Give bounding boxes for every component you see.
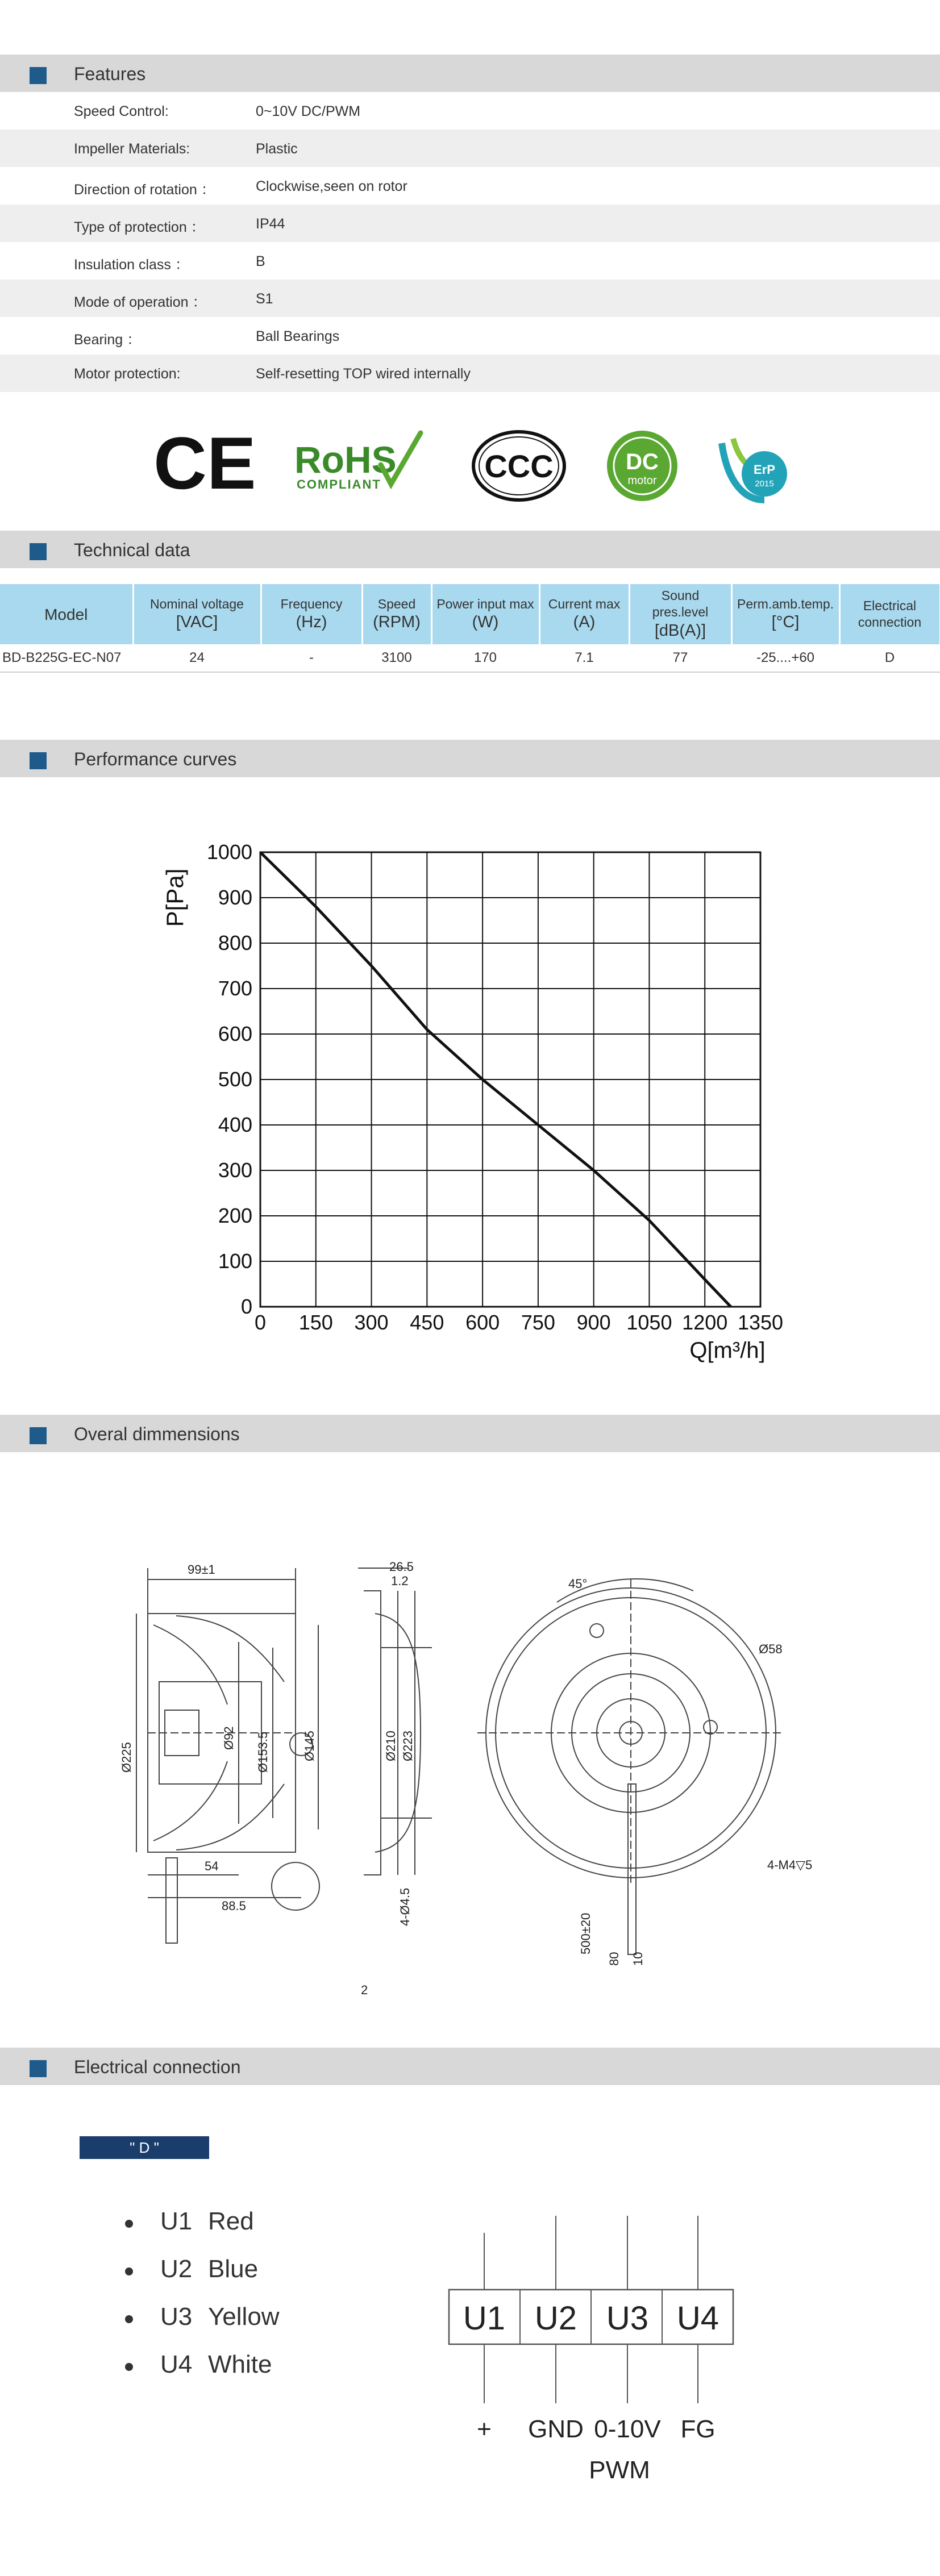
feature-label: Mode of operation ：	[74, 294, 207, 310]
table-header-cell: Electrical connection	[839, 584, 940, 644]
chart-grid	[260, 852, 760, 1307]
feature-row	[0, 167, 940, 205]
bullet-icon	[125, 2363, 133, 2371]
chart-y-tick-label: 800	[218, 931, 252, 954]
table-header-row	[0, 584, 940, 644]
table-row	[0, 644, 940, 672]
dimension-label: 45°	[568, 1577, 588, 1591]
chart-y-tick-label: 1000	[206, 840, 252, 864]
chart-y-tick-label: 200	[218, 1204, 252, 1227]
table-header-cell: Sound pres.level [dB(A)]	[629, 584, 731, 644]
dimension-label: 4-M4▽5	[767, 1858, 813, 1872]
wire-color: Yellow	[208, 2303, 280, 2331]
terminal-diagram	[443, 2216, 750, 2500]
terminal-label: U4	[676, 2300, 719, 2337]
signal-label: GND	[528, 2415, 584, 2443]
wire-code: U1	[160, 2207, 193, 2235]
dimension-label: Ø92	[222, 1726, 236, 1750]
dimension-label: 54	[205, 1859, 219, 1873]
rohs-logo-text: RoHS	[294, 439, 397, 481]
feature-row	[0, 130, 940, 167]
feature-label: Insulation class ：	[74, 257, 189, 273]
feature-row	[0, 355, 940, 392]
dimension-label: 500±20	[579, 1912, 593, 1954]
feature-value: S1	[256, 291, 273, 307]
chart-y-tick-label: 900	[218, 886, 252, 909]
table-cell: -	[261, 644, 362, 672]
chart-ticks	[207, 840, 783, 1334]
ccc-logo-icon	[473, 432, 564, 500]
chart-x-tick-label: 300	[354, 1311, 389, 1334]
signal-label: FG	[680, 2415, 716, 2443]
feature-row	[0, 242, 940, 280]
feature-value: IP44	[256, 216, 285, 232]
front-view-drawing	[477, 1579, 784, 1954]
section-title: Technical data	[74, 540, 190, 560]
section-title: Overal dimmensions	[74, 1424, 240, 1444]
table-cell: 3100	[362, 644, 431, 672]
feature-label: Impeller Materials:	[74, 141, 190, 157]
feature-row	[0, 205, 940, 242]
dimension-label: Ø153.5	[256, 1731, 270, 1773]
bullet-icon	[125, 2220, 133, 2228]
side-view-drawing	[136, 1568, 319, 1943]
technical-data-table	[0, 584, 940, 673]
ring-side-drawing	[358, 1568, 432, 1875]
wire-code: U3	[160, 2303, 193, 2331]
table-cell: 170	[431, 644, 539, 672]
feature-value: B	[256, 253, 265, 269]
ce-logo-text: CE	[153, 422, 256, 505]
rohs-logo-subtext: COMPLIANT	[297, 477, 381, 491]
dimension-label: 88.5	[222, 1899, 246, 1913]
chart-y-tick-label: 600	[218, 1022, 252, 1045]
feature-label: Direction of rotation ：	[74, 182, 215, 198]
chart-x-tick-label: 1050	[626, 1311, 672, 1334]
ccc-logo-text: CCC	[484, 448, 554, 484]
section-square-icon	[30, 543, 47, 560]
section-technical	[0, 531, 940, 568]
chart-x-tick-label: 450	[410, 1311, 444, 1334]
chart-ylabel: P[Pa]	[161, 868, 188, 927]
table-cell: 77	[629, 644, 731, 672]
table-header-cell: Frequency (Hz)	[261, 584, 362, 644]
wire-color: Red	[208, 2207, 254, 2235]
section-title: Features	[74, 64, 146, 84]
connection-type-badge: " D "	[80, 2136, 209, 2159]
terminal-label: U3	[606, 2300, 649, 2337]
feature-value: Self-resetting TOP wired internally	[256, 366, 471, 382]
wire-code: U4	[160, 2350, 193, 2378]
signal-extra-label: PWM	[589, 2456, 650, 2484]
table-header-cell: Model	[0, 584, 133, 644]
section-title: Electrical connection	[74, 2057, 241, 2077]
chart-x-tick-label: 1200	[682, 1311, 728, 1334]
dimension-label: 80	[607, 1952, 621, 1966]
erp-logo-subtext: 2015	[755, 479, 774, 489]
section-performance	[0, 740, 940, 777]
dimension-label: Ø58	[759, 1642, 783, 1656]
chart-y-tick-label: 100	[218, 1249, 252, 1273]
dimension-label: 2	[361, 1983, 368, 1997]
chart-xlabel: Q[m³/h]	[689, 1338, 766, 1363]
signal-label: +	[477, 2415, 492, 2443]
chart-y-tick-label: 500	[218, 1068, 252, 1091]
chart-y-tick-label: 300	[218, 1158, 252, 1182]
dimension-label: 4-Ø4.5	[398, 1887, 412, 1926]
performance-chart	[159, 830, 796, 1375]
wire-color: White	[208, 2350, 272, 2378]
terminal-label: U1	[463, 2300, 506, 2337]
section-square-icon	[30, 67, 47, 84]
feature-label: Speed Control:	[74, 103, 169, 119]
dimension-label: 1.2	[391, 1574, 409, 1588]
feature-label: Bearing ：	[74, 332, 142, 348]
feature-row	[0, 280, 940, 317]
dimension-label: 26.5	[389, 1560, 414, 1574]
section-title: Performance curves	[74, 749, 237, 769]
table-header-cell: Power input max (W)	[431, 584, 539, 644]
section-square-icon	[30, 1427, 47, 1444]
table-cell: D	[839, 644, 940, 672]
chart-x-tick-label: 600	[465, 1311, 500, 1334]
feature-row	[0, 317, 940, 355]
chart-y-tick-label: 700	[218, 977, 252, 1000]
chart-x-tick-label: 150	[298, 1311, 333, 1334]
dimension-drawing	[114, 1557, 852, 2000]
feature-value: Ball Bearings	[256, 328, 340, 344]
terminal-label: U2	[534, 2300, 577, 2337]
dimension-label: Ø145	[302, 1731, 317, 1761]
table-cell-model: BD-B225G-EC-N07	[0, 644, 133, 672]
table-header-cell: Current max (A)	[539, 584, 629, 644]
chart-x-tick-label: 750	[521, 1311, 555, 1334]
table-cell: 7.1	[539, 644, 629, 672]
chart-y-tick-label: 0	[240, 1295, 252, 1318]
table-cell: 24	[133, 644, 261, 672]
dimension-label: Ø223	[401, 1731, 415, 1761]
feature-value: Plastic	[256, 141, 298, 157]
rohs-logo-icon	[294, 433, 421, 491]
wire-code: U2	[160, 2255, 193, 2283]
feature-label: Motor protection:	[74, 366, 181, 382]
feature-label: Type of protection ：	[74, 219, 205, 235]
table-header-cell: Perm.amb.temp. [°C]	[731, 584, 839, 644]
ce-logo-icon	[153, 422, 256, 505]
dimension-label: Ø210	[384, 1731, 398, 1761]
section-square-icon	[30, 2060, 47, 2077]
chart-x-tick-label: 0	[254, 1311, 267, 1334]
dimension-label: 10	[631, 1952, 645, 1966]
dc-logo-text: DC	[626, 449, 659, 474]
chart-x-tick-label: 900	[576, 1311, 611, 1334]
section-dimensions	[0, 1415, 940, 1452]
chart-x-tick-label: 1350	[737, 1311, 784, 1334]
chart-y-tick-label: 400	[218, 1113, 252, 1136]
section-square-icon	[30, 752, 47, 769]
dc-logo-subtext: motor	[627, 474, 657, 487]
bullet-icon	[125, 2267, 133, 2275]
section-electrical	[0, 2048, 940, 2085]
dimension-label: Ø225	[119, 1742, 134, 1773]
feature-value: Clockwise,seen on rotor	[256, 178, 407, 194]
bullet-icon	[125, 2315, 133, 2323]
erp-logo-icon	[722, 439, 787, 500]
feature-value: 0~10V DC/PWM	[256, 103, 361, 119]
table-header-cell: Speed (RPM)	[362, 584, 431, 644]
dimension-label: 99±1	[188, 1562, 215, 1577]
feature-row	[0, 92, 940, 130]
certification-logos	[136, 420, 807, 511]
table-cell: -25....+60	[731, 644, 839, 672]
table-header-cell: Nominal voltage [VAC]	[133, 584, 261, 644]
signal-label: 0-10V	[594, 2415, 661, 2443]
section-features	[0, 55, 940, 92]
erp-logo-text: ErP	[754, 462, 775, 477]
dc-motor-logo-icon	[607, 431, 677, 501]
wire-color: Blue	[208, 2255, 259, 2283]
